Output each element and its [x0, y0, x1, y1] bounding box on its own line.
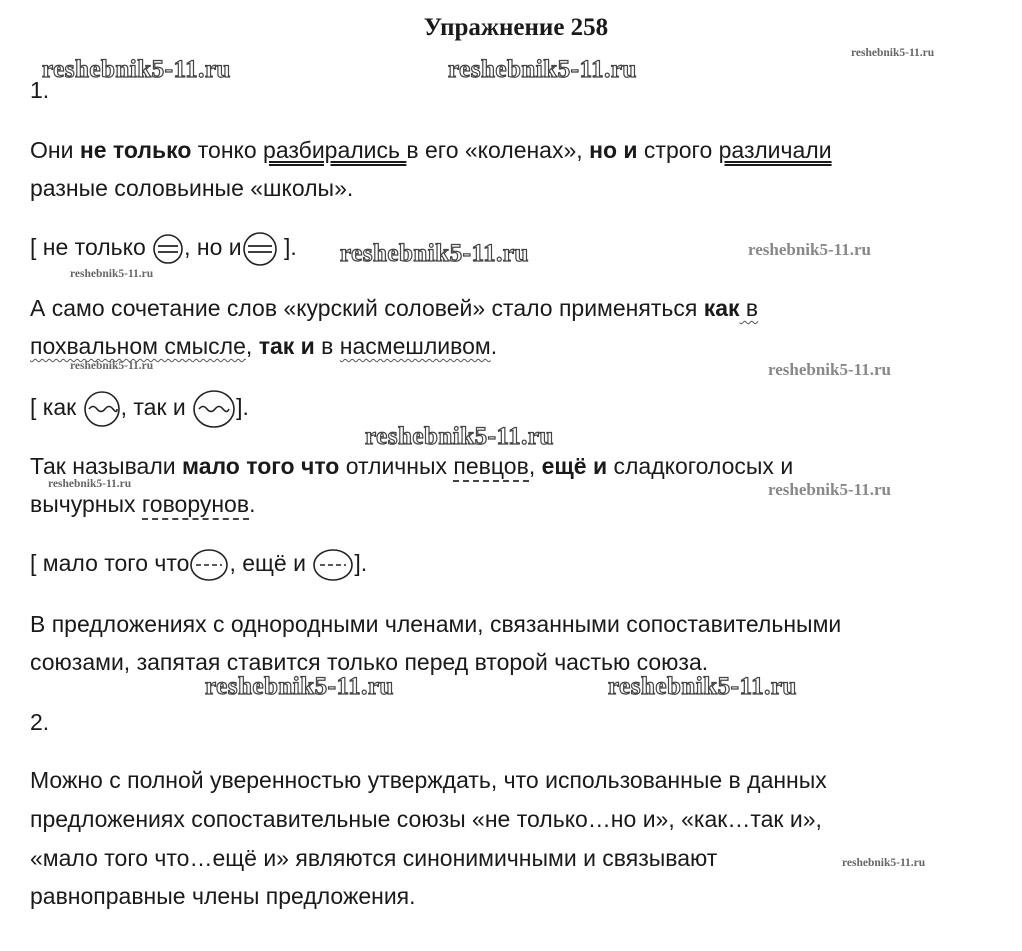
adverbial-circle-icon — [83, 390, 121, 428]
watermark: reshebnik5-11.ru — [448, 56, 637, 83]
predicate-circle-icon — [152, 233, 184, 265]
sentence-3-line-2: вычурных говорунов. — [30, 488, 255, 520]
page-title: Упражнение 258 — [423, 14, 609, 41]
answer-line-2: предложениях сопоставительные союзы «не только…но и», «как…так и», — [30, 806, 822, 832]
adverbial-circle-icon — [192, 389, 236, 429]
answer-line-3: «мало того что…ещё и» являются синонимичными и связывают — [30, 845, 718, 871]
sentence-1-line-2: разные соловьиные «школы». — [30, 175, 354, 201]
sentence-3-line-1: Так называли мало того что отличных певцов, ещё и сладкоголосых и — [30, 450, 793, 482]
sentence-1-line-1: Они не только тонко разбирались в его «коленах», но и строго различали — [30, 137, 832, 163]
watermark: reshebnik5-11.ru — [851, 47, 935, 59]
watermark: reshebnik5-11.ru — [748, 240, 871, 259]
scheme-2: [ как , так и ]. — [30, 389, 249, 429]
watermark: reshebnik5-11.ru — [768, 480, 891, 499]
answer-line-4: равноправные члены предложения. — [30, 883, 416, 909]
answer-line-1: Можно с полной уверенностью утверждать, что использованные в данных — [30, 767, 827, 793]
watermark: reshebnik5-11.ru — [70, 268, 154, 280]
scheme-3: [ мало того что , ещё и ]. — [30, 548, 367, 582]
watermark: reshebnik5-11.ru — [842, 857, 926, 869]
sentence-2-line-2: похвальном смысле, так и в насмешливом. — [30, 333, 498, 359]
object-circle-icon — [189, 548, 229, 582]
scheme-1: [ не только , но и ]. — [30, 231, 297, 267]
watermark: reshebnik5-11.ru — [768, 360, 891, 379]
watermark: reshebnik5-11.ru — [340, 240, 529, 267]
rule-line-2: союзами, запятая ставится только перед второй частью союза. — [30, 649, 709, 675]
watermark: reshebnik5-11.ru — [42, 56, 231, 83]
watermark: reshebnik5-11.ru — [365, 423, 554, 450]
section-number: 2. — [30, 709, 50, 735]
predicate-circle-icon — [242, 231, 278, 267]
object-circle-icon — [312, 548, 354, 582]
watermark: reshebnik5-11.ru — [205, 673, 394, 700]
rule-line-1: В предложениях с однородными членами, связанными сопоставительными — [30, 611, 842, 637]
watermark: reshebnik5-11.ru — [70, 360, 154, 372]
watermark: reshebnik5-11.ru — [608, 673, 797, 700]
watermark: reshebnik5-11.ru — [48, 478, 132, 490]
section-number: 1. — [30, 77, 50, 103]
sentence-2-line-1: А само сочетание слов «курский соловей» стало применяться как в — [30, 295, 759, 321]
